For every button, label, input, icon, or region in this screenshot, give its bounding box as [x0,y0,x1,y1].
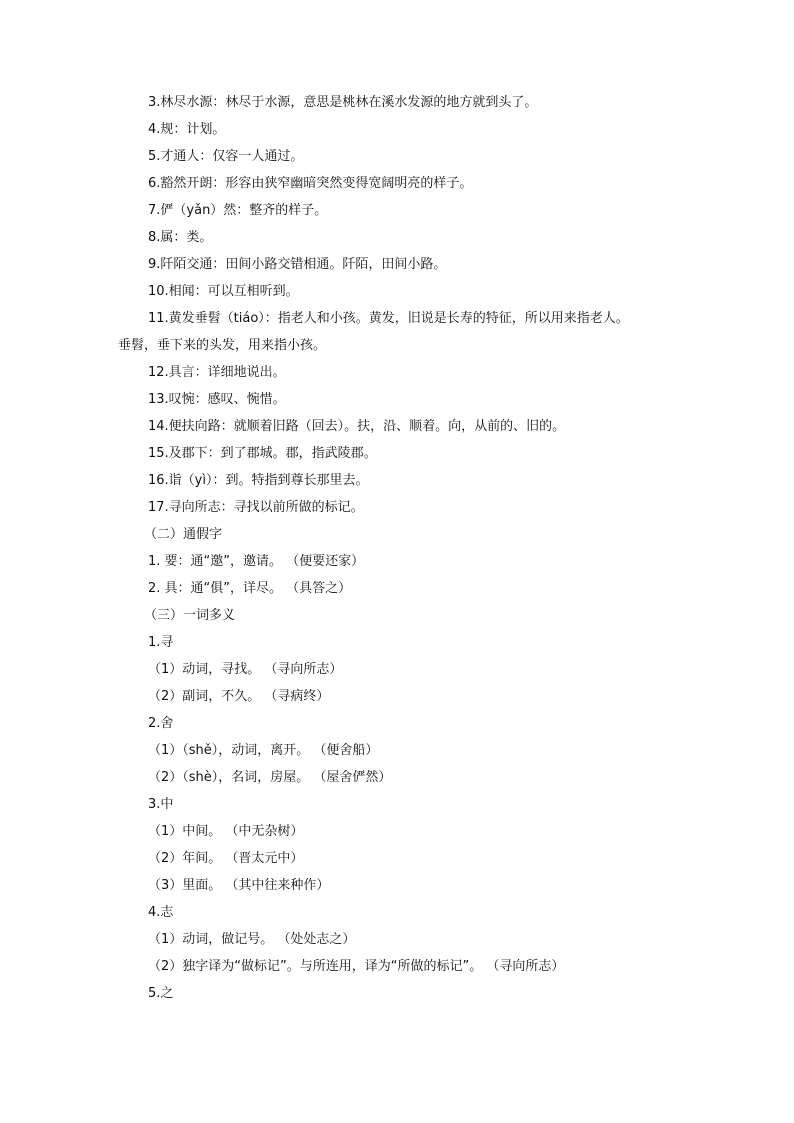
glossary-item-14: 14.便扶向路：就顺着旧路（回去）。扶，沿、顺着。向，从前的、旧的。 [148,419,566,434]
meaning-line: （1）中间。 （中无杂树） [148,824,304,839]
glossary-item-9: 9.阡陌交通：田间小路交错相通。阡陌，田间小路。 [148,257,447,272]
word-heading-she: 2.舍 [148,716,174,731]
word-heading-zhi: 4.志 [148,905,174,920]
meaning-line: （2）副词，不久。 （寻病终） [148,689,330,704]
section-heading-yiciduoyi: （三）一词多义 [144,608,236,623]
glossary-item-5: 5.才通人：仅容一人通过。 [148,149,304,164]
glossary-item-17: 17.寻向所志：寻找以前所做的标记。 [148,500,364,515]
meaning-line: （2）独字译为“做标记”。与所连用，译为“所做的标记”。 （寻向所志） [148,959,565,974]
glossary-item-11: 11.黄发垂髫（tiáo）：指老人和小孩。黄发，旧说是长寿的特征，所以用来指老人。 [148,311,629,326]
meaning-line: （3）里面。 （其中往来种作） [148,878,330,893]
glossary-item-15: 15.及郡下：到了郡城。郡，指武陵郡。 [148,446,377,461]
glossary-item-4: 4.规：计划。 [148,122,226,137]
glossary-item-11-continued: 垂髫，垂下来的头发，用来指小孩。 [118,338,327,353]
meaning-line: （2）（shè），名词，房屋。 （屋舍俨然） [148,770,392,785]
glossary-item-3: 3.林尽水源：林尽于水源，意思是桃林在溪水发源的地方就到头了。 [148,95,538,110]
word-heading-zhong: 3.中 [148,797,174,812]
word-heading-xun: 1.寻 [148,635,174,650]
glossary-item-6: 6.豁然开朗：形容由狭窄幽暗突然变得宽阔明亮的样子。 [148,176,473,191]
section-heading-tongjiazi: （二）通假字 [144,527,223,542]
glossary-item-10: 10.相闻：可以互相听到。 [148,284,299,299]
glossary-item-16: 16.诣（yì）：到。特指到尊长那里去。 [148,473,369,488]
word-heading-zhi-particle: 5.之 [148,986,174,1001]
meaning-line: （1）（shě），动词，离开。 （便舍船） [148,743,379,758]
meaning-line: （1）动词，做记号。 （处处志之） [148,932,356,947]
tongjiazi-item-2: 2. 具：通“俱”，详尽。 （具答之） [148,581,352,596]
glossary-item-8: 8.属：类。 [148,230,213,245]
tongjiazi-item-1: 1. 要：通“邀”，邀请。 （便要还家） [148,554,365,569]
glossary-item-12: 12.具言：详细地说出。 [148,365,286,380]
glossary-item-13: 13.叹惋：感叹、惋惜。 [148,392,286,407]
glossary-item-7: 7.俨（yǎn）然：整齐的样子。 [148,203,328,218]
meaning-line: （1）动词，寻找。 （寻向所志） [148,662,343,677]
meaning-line: （2）年间。 （晋太元中） [148,851,304,866]
